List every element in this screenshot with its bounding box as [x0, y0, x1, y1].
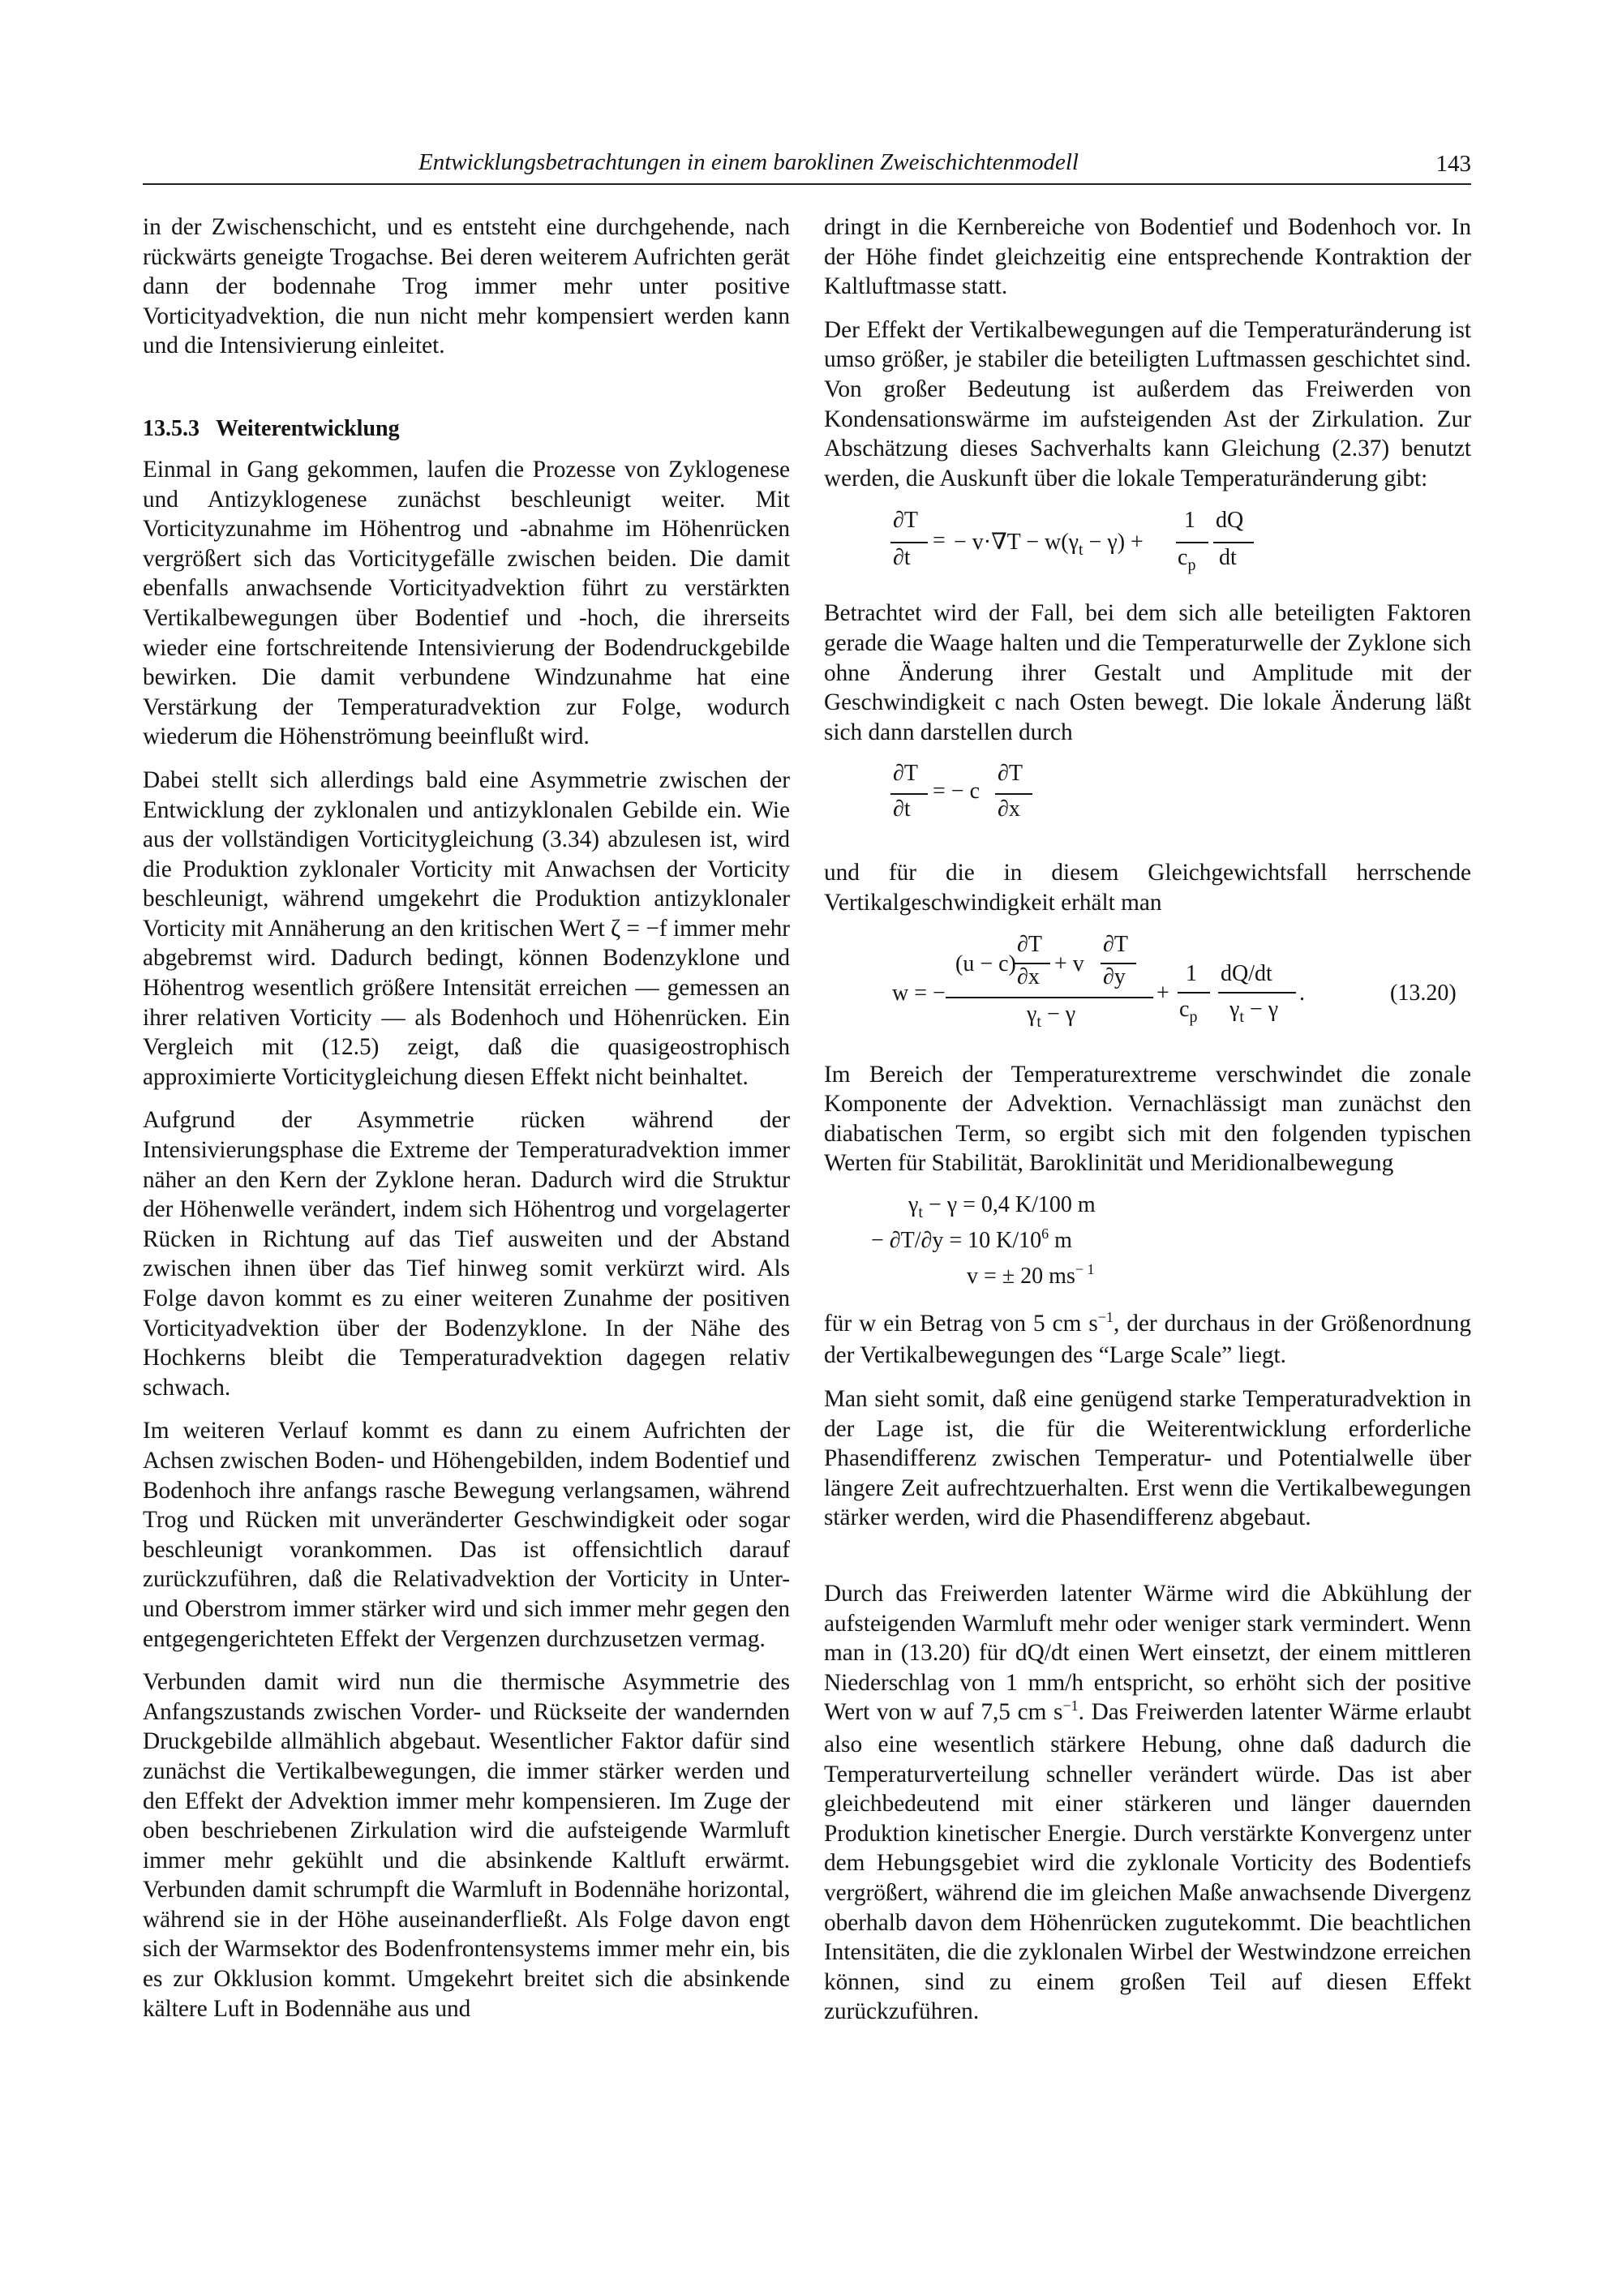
right-paragraph-8: Durch das Freiwerden latenter Wärme wird die Abkühlung der aufsteigenden Warmluft mehr oder weniger stark vermindert. Wenn man in (13.20) für dQ/dt einen Wert einsetzt, der einem mittleren Niederschlag von 1 mm/h entspricht, so erhöht sich der positive Wert von w auf 7,5 cm $s^{-1}$. Das Freiwerden latenter Wärme erlaubt also eine wesentlich stärkere Hebung, ohne daß dadurch die Temperaturverteilung schneller verändert würde. Das ist aber gleichbedeutend mit einer stärkeren und länger dauernden Produktion kinetischer Energie. Durch verstärkte Konvergenz unter dem Hebungsgebiet wird die zyklonale Vorticity des Bodentiefs vergrößert, während die im gleichen Maße anwachsende Divergenz oberhalb davon dem Höhenrücken zugutekommt. Die beachtlichen Intensitäten, die die zyklonalen Wirbel der Westwindzone erreichen können, sind zu einem großen Teil auf diesen Effekt zurückzuführen. [824, 1581, 1471, 2025]
eq3-num-a: (u − c) [955, 951, 1016, 976]
right-column [824, 212, 1471, 2041]
eq2-lhs-denominator: ∂t [893, 796, 911, 822]
eq3-plus: + [1156, 980, 1169, 1006]
eq3-main-denominator: $\gamma_t - \gamma$ [1027, 1001, 1076, 1031]
eq3-f2-bar [1178, 992, 1210, 994]
eq1-equals: = [933, 528, 946, 554]
right-paragraph-2: Der Effekt der Vertikalbewegungen auf die Temperaturänderung ist umso größer, je stabiler die beteiligten Luftmassen geschichtet sind. Von großer Bedeutung ist außerdem das Freiwerden von Kondensationswärme im aufsteigenden Ast der Zirkulation. Zur Abschätzung dieses Sachverhalts kann Gleichung (2.37) benutzt werden, die Auskunft über die lokale Temperaturänderung gibt: [824, 316, 1471, 491]
equation-wave-translation [824, 761, 1471, 830]
eq1-frac2-bar [1213, 542, 1254, 543]
page-number: 143 [1435, 151, 1471, 177]
eq3-f3-denominator: $\gamma_t - \gamma$ [1229, 996, 1279, 1026]
eq1-lhs-denominator: ∂t [893, 545, 911, 571]
eq3-f2-denominator: $c_p$ [1179, 996, 1198, 1026]
eq3-f2-numerator: 1 [1186, 960, 1197, 986]
eq1-lhs-numerator: ∂T [893, 508, 918, 534]
eq1-frac1-bar [1176, 542, 1208, 543]
eq1-frac2-denominator: dt [1219, 545, 1237, 571]
left-paragraph-2: Einmal in Gang gekommen, laufen die Prozesse von Zyklogenese und Antizyklogenese zunächst beschleunigt weiter. Mit Vorticityzunahme im Höhentrog und -abnahme im Höhenrücken vergrößert sich das Vorticitygefälle zwischen beiden. Die damit ebenfalls anwachsende Vorticityadvektion führt zu verstärkten Vertikalbewegungen über Bodentief und -hoch, die ihrerseits wieder eine fortschreitende Intensivierung der Bodendruckgebilde bewirken. Die damit verbundene Windzunahme hat eine Verstärkung der Temperaturadvektion zur Folge, wodurch wiederum die Höhenströmung beeinflußt wird. [143, 456, 790, 750]
paragraph-gap [824, 1547, 1471, 1579]
eq3-dtdy-denominator: ∂y [1103, 963, 1126, 989]
right-paragraph-1: dringt in die Kernbereiche von Bodentief und Bodenhoch vor. In der Höhe findet gleichzeitig eine entsprechende Kontraktion der Kaltluftmasse statt. [824, 214, 1471, 300]
running-title: Entwicklungsbetrachtungen in einem baroklinen Zweischichtenmodell [418, 149, 1079, 175]
section-title: Weiterentwicklung [216, 415, 400, 441]
left-column [143, 212, 790, 2037]
eq3-dtdx-denominator: ∂x [1017, 963, 1040, 989]
eq3-dtdx-numerator: ∂T [1017, 931, 1042, 957]
eq2-lhs-numerator: ∂T [893, 761, 918, 787]
right-paragraph-5: Im Bereich der Temperaturextreme verschwindet die zonale Komponente der Advektion. Vernachlässigt man zunächst den diabatischen Term, so ergibt sich mit den folgenden typischen Werten für Stabilität, Baroklinität und Meridionalbewegung [824, 1061, 1471, 1177]
eq1-terms: − $v\cdot\nabla T - w(\gamma_t - \gamma)$ + [954, 530, 1144, 560]
eq2-rhs-denominator: ∂x [998, 796, 1020, 822]
eq3-dtdy-numerator: ∂T [1103, 931, 1128, 957]
value-stability: $\gamma_t - \gamma = 0,4$ K/100 m [908, 1191, 1096, 1221]
eq2-rhs-bar [995, 793, 1032, 795]
eq3-plus-v: + v [1054, 951, 1084, 976]
left-paragraph-3: Dabei stellt sich allerdings bald eine Asymmetrie zwischen der Entwicklung der zyklonalen und antizyklonalen Gebilde ein. Wie aus der vollständigen Vorticitygleichung (3.34) abzulesen ist, wird die Produktion zyklonaler Vorticity mit Anwachsen der Vorticity beschleunigt, während umgekehrt die Produktion antizyklonaler Vorticity mit Annäherung an den kritischen Wert ζ = −f immer mehr abgebremst wird. Dadurch bedingt, können Bodenzyklone und Höhentrog wesentlich größere Intensität erreichen — gemessen an ihrer relativen Vorticity — als Bodenhoch und Höhenrücken. Ein Vergleich mit (12.5) zeigt, daß die quasigeostrophisch approximierte Vorticitygleichung diesen Effekt nicht beinhaltet. [143, 766, 790, 1090]
left-paragraph-5: Im weiteren Verlauf kommt es dann zu einem Aufrichten der Achsen zwischen Boden- und Höhengebilden, indem Bodentief und Bodenhoch ihre anfangs rasche Bewegung verlangsamen, während Trog und Rücken mit unveränderter Geschwindigkeit oder sogar beschleunigt vorankommen. Das ist offensichtlich darauf zurückzuführen, daß die Relativadvektion der Vorticity in Unter- und Oberstrom immer stärker wird und sich immer mehr gegen den entgegengerichteten Effekt der Vergenzen durchzusetzen vermag. [143, 1418, 790, 1652]
right-paragraph-6: für w ein Betrag von 5 cm $s^{-1}$, der durchaus in der Größenordnung der Vertikalbewegungen des “Large Scale” liegt. [824, 1308, 1471, 1369]
value-baroclinicity: − ∂T/∂y = 10 $K/10^6$ m [871, 1225, 1072, 1253]
value-meridional-motion: v = ± 20 $ms^{- 1}$ [967, 1260, 1095, 1289]
eq3-f3-numerator: dQ/dt [1221, 960, 1272, 986]
eq3-main-bar [946, 997, 1153, 998]
equation-temperature-change [824, 508, 1471, 582]
equation-label: (13.20) [1390, 980, 1457, 1006]
left-paragraph-1: in der Zwischenschicht, und es entsteht eine durchgehende, nach rückwärts geneigte Trogachse. Bei deren weiterem Aufrichten gerät dann der bodennahe Trog immer mehr unter positive Vorticityadvektion, die nun nicht mehr kompensiert werden kann und die Intensivierung einleitet. [143, 214, 790, 359]
section-heading [143, 416, 790, 442]
left-paragraph-6: Verbunden damit wird nun die thermische Asymmetrie des Anfangszustands zwischen Vorder- und Rückseite der wandernden Druckgebilde allmählich abgebaut. Wesentlicher Faktor dafür sind zunächst die Vertikalbewegungen, die immer stärker werden und den Effekt der Advektion immer mehr kompensieren. Im Zuge der oben beschriebenen Zirkulation wird die aufsteigende Warmluft immer mehr gekühlt und die absinkende Kaltluft erwärmt. Verbunden damit schrumpft die Warmluft in Bodennähe horizontal, während sie in der Höhe auseinanderfließt. Als Folge davon engt sich der Warmsektor des Bodenfrontensystems immer mehr ein, bis es zur Okklusion kommt. Umgekehrt breitet sich die absinkende kältere Luft in Bodennähe aus und [143, 1669, 790, 2022]
equation-13-20 [824, 932, 1471, 1042]
typical-values [824, 1192, 1471, 1296]
eq2-lhs-bar [890, 793, 928, 795]
eq3-f3-bar [1218, 992, 1296, 994]
eq1-frac1-numerator: 1 [1184, 508, 1195, 534]
eq3-period: . [1299, 980, 1305, 1006]
right-paragraph-4: und für die in diesem Gleichgewichtsfall herrschende Vertikalgeschwindigkeit erhält man [824, 860, 1471, 916]
eq1-frac2-numerator: dQ [1216, 508, 1244, 534]
left-paragraph-4: Aufgrund der Asymmetrie rücken während der Intensivierungsphase die Extreme der Temperaturadvektion immer näher an den Kern der Zyklone heran. Dadurch wird die Struktur der Höhenwelle verändert, indem sich Höhentrog und vorgelagerter Rücken in Richtung auf das Tief ausweiten und der Abstand zwischen ihnen über das Tief hinweg somit verkürzt wird. Als Folge davon kommt es zu einer weiteren Zunahme der positiven Vorticityadvektion über der Bodenzyklone. In der Nähe des Hochkerns bleibt die Temperaturadvektion dagegen relativ schwach. [143, 1107, 790, 1401]
eq1-frac1-denominator: $c_p$ [1178, 545, 1196, 575]
eq2-equals: = − c [933, 779, 980, 805]
running-header [143, 149, 1471, 185]
eq3-lhs: w = − [892, 980, 946, 1006]
eq2-rhs-numerator: ∂T [998, 761, 1023, 787]
eq1-lhs-bar [890, 542, 928, 543]
right-paragraph-7: Man sieht somit, daß eine genügend starke Temperaturadvektion in der Lage ist, die für die Weiterentwicklung erforderliche Phasendifferenz zwischen Temperatur- und Potentialwelle über längere Zeit aufrechtzuerhalten. Erst wenn die Vertikalbewegungen stärker werden, wird die Phasendifferenz abgebaut. [824, 1386, 1471, 1531]
section-number: 13.5.3 [143, 415, 200, 441]
right-paragraph-3: Betrachtet wird der Fall, bei dem sich alle beteiligten Faktoren gerade die Waage halten und die Temperaturwelle der Zyklone sich ohne Änderung ihrer Gestalt und Amplitude mit der Geschwindigkeit c nach Osten bewegt. Die lokale Änderung läßt sich dann darstellen durch [824, 600, 1471, 745]
